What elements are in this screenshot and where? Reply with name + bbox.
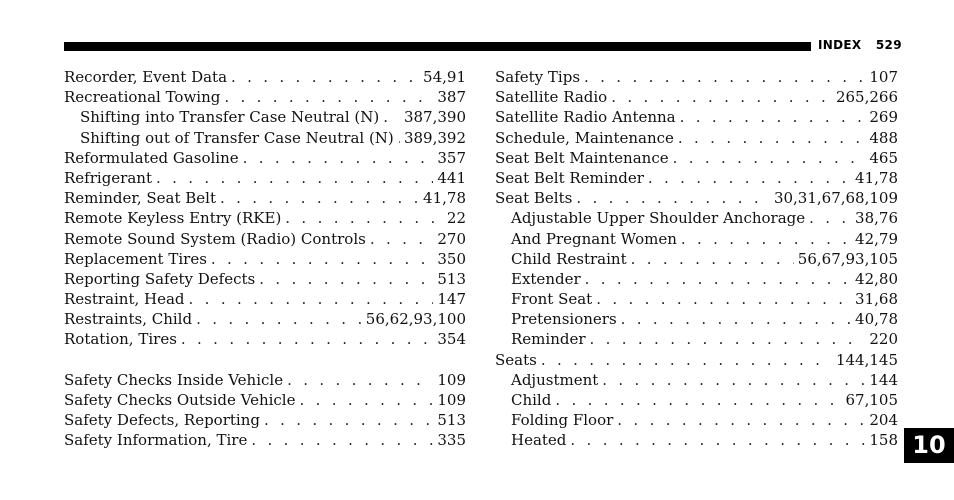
dot-leader xyxy=(287,370,433,390)
entry-pages: 22 xyxy=(446,209,466,228)
entry-term: Shifting out of Transfer Case Neutral (N) xyxy=(80,128,394,147)
dot-leader xyxy=(584,67,865,87)
entry-term: Remote Keyless Entry (RKE) xyxy=(64,209,282,228)
dot-leader xyxy=(596,289,851,309)
dot-leader xyxy=(231,67,419,87)
dot-leader xyxy=(602,370,865,390)
entry-pages: 67,105 xyxy=(845,391,898,409)
entry-term: Seat Belts xyxy=(495,189,573,208)
entry-pages: 56,62,93,100 xyxy=(365,310,466,329)
entry-pages: 265,266 xyxy=(835,88,898,107)
entry-pages: 357 xyxy=(437,148,466,167)
entry-pages: 204 xyxy=(869,411,898,430)
index-subentry xyxy=(495,269,898,289)
entry-term: Pretensioners xyxy=(511,310,617,329)
entry-term: Seat Belt Maintenance xyxy=(495,148,669,167)
index-entry xyxy=(64,329,466,349)
dot-leader xyxy=(570,430,865,450)
entry-term: Safety Information, Tire xyxy=(64,431,248,450)
entry-pages: 144,145 xyxy=(835,350,898,369)
index-entry xyxy=(64,309,466,329)
dot-leader xyxy=(555,390,841,410)
index-entry xyxy=(495,168,898,188)
entry-pages: 42,80 xyxy=(855,269,898,288)
index-entry xyxy=(495,128,898,148)
dot-leader xyxy=(299,390,433,410)
index-entry xyxy=(495,67,898,87)
entry-term: Restraints, Child xyxy=(64,310,193,329)
index-entry xyxy=(64,229,466,249)
entry-pages: 387 xyxy=(437,88,466,107)
index-subentry xyxy=(495,390,898,410)
entry-pages: 350 xyxy=(437,249,466,268)
index-entry xyxy=(64,208,466,228)
entry-pages: 488 xyxy=(869,128,898,147)
entry-term: Child Restraint xyxy=(511,249,627,268)
index-subentry xyxy=(64,107,466,127)
dot-leader xyxy=(224,87,433,107)
dot-leader xyxy=(251,430,433,450)
index-subentry xyxy=(495,289,898,309)
dot-leader xyxy=(631,249,794,269)
entry-pages: 513 xyxy=(437,269,466,288)
dot-leader xyxy=(383,107,400,127)
dot-leader xyxy=(398,128,400,148)
dot-leader xyxy=(621,309,851,329)
index-entry xyxy=(64,390,466,410)
entry-term: Seats xyxy=(495,350,537,369)
entry-pages: 354 xyxy=(437,330,466,349)
entry-pages: 220 xyxy=(869,330,898,349)
dot-leader xyxy=(285,208,443,228)
dot-leader xyxy=(243,148,434,168)
index-entry xyxy=(64,370,466,390)
index-entry xyxy=(64,67,466,87)
entry-pages: 441 xyxy=(437,168,466,187)
entry-term: Extender xyxy=(511,269,581,288)
dot-leader xyxy=(590,329,866,349)
dot-leader xyxy=(809,208,851,228)
entry-pages: 147 xyxy=(437,290,466,309)
entry-pages: 144 xyxy=(869,370,898,389)
entry-term: Safety Tips xyxy=(495,68,581,86)
index-entry xyxy=(64,410,466,430)
entry-term: Refrigerant xyxy=(64,168,152,187)
index-entry xyxy=(64,289,466,309)
entry-pages: 109 xyxy=(437,391,466,409)
dot-leader xyxy=(585,269,851,289)
entry-term: Safety Defects, Reporting xyxy=(64,411,260,430)
dot-leader xyxy=(220,188,419,208)
entry-term: Restraint, Head xyxy=(64,290,185,309)
index-entry xyxy=(64,249,466,269)
dot-leader xyxy=(181,329,433,349)
index-column-left xyxy=(64,67,466,451)
entry-term: Safety Checks Inside Vehicle xyxy=(64,370,284,389)
dot-leader xyxy=(370,229,434,249)
entry-term: Replacement Tires xyxy=(64,249,207,268)
page-number: 529 xyxy=(875,38,902,52)
section-title: INDEX xyxy=(818,38,862,52)
entry-term: Reminder xyxy=(511,330,586,349)
index-subentry xyxy=(495,430,898,450)
index-entry xyxy=(64,188,466,208)
index-entry xyxy=(64,269,466,289)
index-subentry xyxy=(495,208,898,228)
entry-pages: 465 xyxy=(869,148,898,167)
entry-term: Folding Floor xyxy=(511,411,614,430)
entry-term: Reporting Safety Defects xyxy=(64,269,256,288)
entry-term: Remote Sound System (Radio) Controls xyxy=(64,229,366,248)
dot-leader xyxy=(211,249,433,269)
entry-pages: 54,91 xyxy=(423,68,466,86)
entry-term: Recreational Towing xyxy=(64,88,221,107)
dot-leader xyxy=(196,309,362,329)
entry-term: Satellite Radio Antenna xyxy=(495,108,676,127)
entry-term: Rotation, Tires xyxy=(64,330,177,349)
index-subentry xyxy=(495,309,898,329)
index-entry xyxy=(495,350,898,370)
entry-pages: 42,79 xyxy=(855,229,898,248)
entry-term: Safety Checks Outside Vehicle xyxy=(64,391,296,409)
entry-pages: 270 xyxy=(437,229,466,248)
dot-leader xyxy=(680,107,866,127)
running-header xyxy=(818,38,902,52)
entry-pages: 38,76 xyxy=(855,209,898,228)
dot-leader xyxy=(576,188,770,208)
entry-term: Front Seat xyxy=(511,290,593,309)
index-subentry xyxy=(495,370,898,390)
entry-pages: 335 xyxy=(437,431,466,450)
index-entry xyxy=(64,148,466,168)
entry-pages: 387,390 xyxy=(403,108,466,127)
dot-leader xyxy=(541,350,832,370)
index-subentry xyxy=(495,329,898,349)
index-entry xyxy=(64,168,466,188)
entry-pages: 41,78 xyxy=(855,168,898,187)
entry-pages: 40,78 xyxy=(855,310,898,329)
entry-pages: 30,31,67,68,109 xyxy=(773,189,898,208)
entry-term: Satellite Radio xyxy=(495,88,608,107)
entry-term: And Pregnant Women xyxy=(511,229,677,248)
entry-term: Schedule, Maintenance xyxy=(495,128,674,147)
index-entry xyxy=(495,87,898,107)
entry-term: Adjustment xyxy=(511,370,599,389)
entry-term: Reformulated Gasoline xyxy=(64,148,239,167)
index-subentry xyxy=(495,229,898,249)
chapter-tab: 10 xyxy=(904,428,954,463)
dot-leader xyxy=(678,128,865,148)
entry-term: Seat Belt Reminder xyxy=(495,168,644,187)
index-entry xyxy=(64,87,466,107)
entry-pages: 513 xyxy=(437,411,466,430)
dot-leader xyxy=(611,87,832,107)
entry-pages: 109 xyxy=(437,370,466,389)
index-entry xyxy=(495,107,898,127)
entry-pages: 269 xyxy=(869,108,898,127)
dot-leader xyxy=(648,168,851,188)
dot-leader xyxy=(264,410,433,430)
entry-pages: 31,68 xyxy=(855,290,898,309)
dot-leader xyxy=(156,168,433,188)
entry-term: Shifting into Transfer Case Neutral (N) xyxy=(80,108,380,127)
entry-term: Heated xyxy=(511,431,567,450)
index-subentry xyxy=(64,128,466,148)
dot-leader xyxy=(189,289,434,309)
dot-leader xyxy=(673,148,866,168)
entry-pages: 41,78 xyxy=(423,189,466,208)
entry-term: Recorder, Event Data xyxy=(64,68,228,86)
header-rule xyxy=(64,42,811,51)
entry-pages: 389,392 xyxy=(403,128,466,147)
index-subentry xyxy=(495,410,898,430)
entry-term: Reminder, Seat Belt xyxy=(64,189,217,208)
index-column-right xyxy=(495,67,898,451)
entry-pages: 107 xyxy=(869,68,898,86)
index-subentry xyxy=(495,249,898,269)
index-entry xyxy=(64,430,466,450)
index-entry xyxy=(495,148,898,168)
dot-leader xyxy=(259,269,433,289)
entry-pages: 158 xyxy=(869,431,898,450)
entry-pages: 56,67,93,105 xyxy=(797,249,898,268)
entry-term: Adjustable Upper Shoulder Anchorage xyxy=(511,209,806,228)
dot-leader xyxy=(681,229,851,249)
index-entry xyxy=(495,188,898,208)
dot-leader xyxy=(617,410,865,430)
entry-term: Child xyxy=(511,391,552,409)
